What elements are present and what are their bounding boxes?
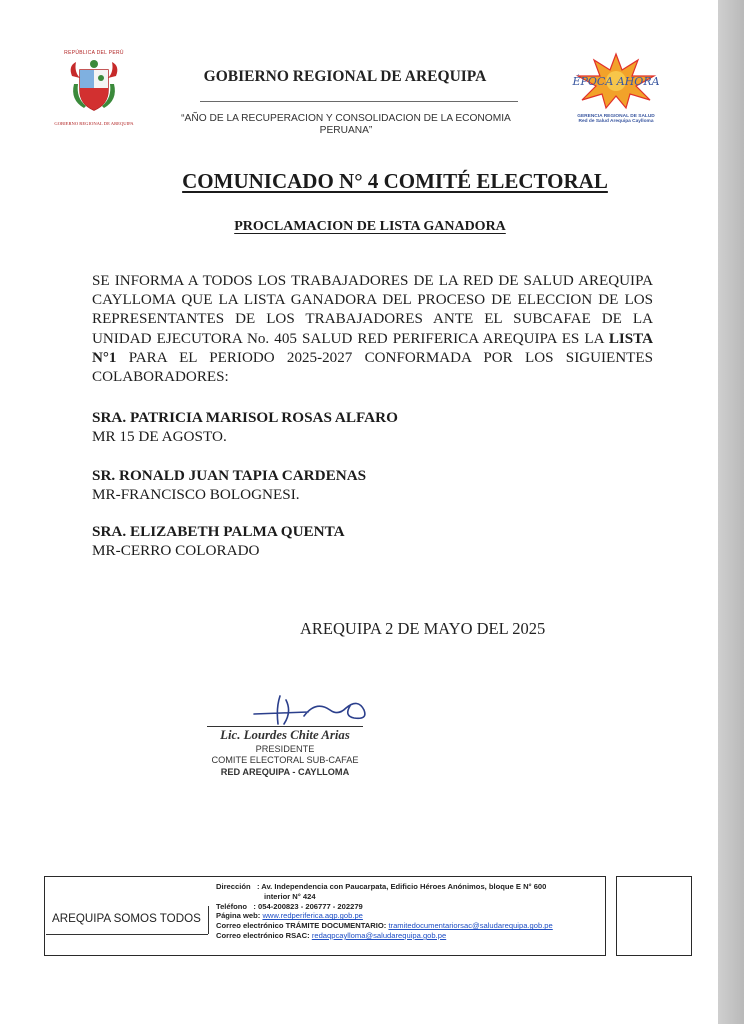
- address-row-2: [216, 892, 600, 902]
- web-row: [216, 911, 600, 921]
- signature-stamp: [200, 726, 370, 778]
- header-divider: [200, 101, 518, 102]
- web-link[interactable]: www.redperiferica.aqp.gob.pe: [262, 911, 363, 921]
- member-entry-3: [92, 522, 652, 560]
- member-name: SRA. ELIZABETH PALMA QUENTA: [92, 523, 345, 540]
- email-tramite-row: [216, 921, 600, 931]
- member-entry-2: [92, 466, 652, 504]
- logo-script-text: ÉPOCA AHORA: [572, 75, 660, 88]
- footer-rule: [46, 934, 208, 935]
- member-name: SR. RONALD JUAN TAPIA CARDENAS: [92, 467, 367, 484]
- web-label: Página web:: [216, 911, 261, 921]
- organization-title: GOBIERNO REGIONAL DE AREQUIPA: [203, 68, 487, 85]
- starburst-logo-icon: [570, 52, 662, 110]
- emblem-caption: GOBIERNO REGIONAL DE AREQUIPA: [54, 121, 134, 126]
- shield-icon: [66, 56, 122, 116]
- footer-stamp-box: [616, 876, 692, 956]
- email-rsac-row: [216, 931, 600, 941]
- member-location: MR-FRANCISCO BOLOGNESI.: [92, 486, 300, 503]
- year-motto: “AÑO DE LA RECUPERACION Y CONSOLIDACION DE LA ECONOMIA PERUANA”: [181, 113, 511, 136]
- member-entry-1: [92, 408, 652, 446]
- footer-slogan: AREQUIPA SOMOS TODOS: [52, 912, 201, 925]
- address-value-2: interior N° 424: [264, 891, 316, 901]
- gerencia-salud-logo: [566, 52, 666, 132]
- phone-label: Teléfono: [216, 901, 248, 911]
- address-row: [216, 882, 600, 892]
- handwritten-signature: [246, 690, 376, 730]
- email-tramite-label: Correo electrónico TRÁMITE DOCUMENTARIO:: [216, 921, 387, 931]
- email-tramite-link[interactable]: tramitedocumentariorsac@saludarequipa.gob.pe: [388, 921, 553, 931]
- gerencia-caption-1: GERENCIA REGIONAL DE SALUD: [577, 114, 655, 119]
- member-location: MR-CERRO COLORADO: [92, 542, 260, 559]
- member-location: MR 15 DE AGOSTO.: [92, 428, 227, 445]
- document-title: COMUNICADO N° 4 COMITÉ ELECTORAL: [182, 169, 608, 193]
- body-text-bold: LISTA N°1: [92, 330, 653, 366]
- address-value: : Av. Independencia con Paucarpata, Edificio Héroes Anónimos, bloque E N° 600: [256, 882, 547, 891]
- document-subtitle: PROCLAMACION DE LISTA GANADORA: [234, 219, 506, 234]
- phone-value: : 054-200823 - 206777 - 202279: [253, 901, 363, 911]
- signatory-name: Lic. Lourdes Chite Arias: [207, 726, 363, 743]
- body-text-part2: PARA EL PERIODO 2025-2027 CONFORMADA POR LOS SIGUIENTES COLABORADORES:: [92, 349, 653, 386]
- emblem-arc-text: REPÚBLICA DEL PERÚ: [64, 50, 124, 56]
- network-name: RED AREQUIPA - CAYLLOMA: [220, 766, 350, 777]
- date-line: AREQUIPA 2 DE MAYO DEL 2025: [300, 619, 546, 638]
- scan-edge: [718, 0, 744, 1024]
- footer-divider: [208, 906, 209, 934]
- peru-coat-of-arms-logo: [54, 50, 134, 132]
- member-name: SRA. PATRICIA MARISOL ROSAS ALFARO: [92, 409, 398, 426]
- announcement-body: [92, 272, 653, 387]
- email-rsac-label: Correo electrónico RSAC:: [216, 930, 310, 940]
- signatory-role: PRESIDENTE: [255, 744, 315, 754]
- phone-row: [216, 902, 600, 912]
- gerencia-caption-2: Red de Salud Arequipa Caylloma: [578, 119, 654, 124]
- email-rsac-link[interactable]: redaqpcaylloma@saludarequipa.gob.pe: [311, 930, 447, 940]
- address-label: Dirección: [216, 882, 251, 891]
- committee-name: COMITE ELECTORAL SUB-CAFAE: [211, 755, 359, 766]
- body-text-part1: SE INFORMA A TODOS LOS TRABAJADORES DE LA RED DE SALUD AREQUIPA CAYLLOMA QUE LA LISTA GANADORA DEL PROCESO DE ELECCION DE LOS REPRESENTANTES DE LOS TRABAJADORES ANTE EL SUBCAFAE DE LA UNIDAD EJECUTORA No. 405 SALUD RED PERIFERICA AREQUIPA ES LA: [92, 273, 653, 347]
- contact-info: [216, 882, 600, 941]
